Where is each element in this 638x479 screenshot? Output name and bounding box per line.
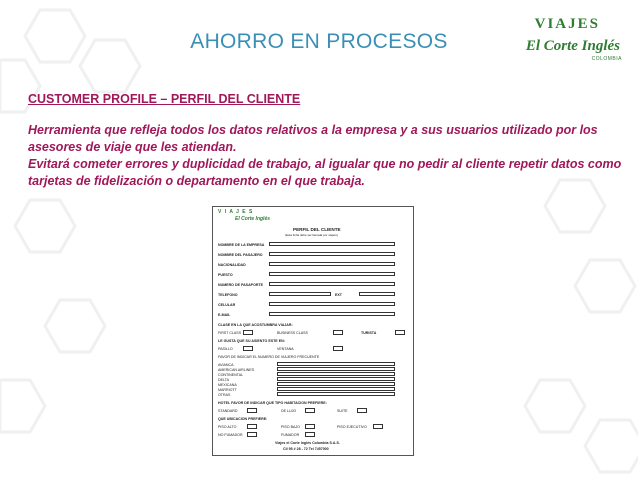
checkbox-pasillo[interactable]	[243, 346, 253, 351]
checkbox-standard[interactable]	[247, 408, 257, 413]
label-pasaporte: NUMERO DE PASAPORTE	[218, 283, 264, 287]
checkbox-de-lujo[interactable]	[305, 408, 315, 413]
slide-title: AHORRO EN PROCESOS	[190, 30, 448, 53]
input-puesto[interactable]	[269, 272, 395, 276]
input-celular[interactable]	[269, 302, 395, 306]
input-airline-3[interactable]	[277, 377, 395, 381]
form-footer-company: Viajes el Corte Inglés Colombia S.A.S.	[275, 441, 340, 445]
input-telefono[interactable]	[269, 292, 331, 296]
option-no-fumador: NO FUMADOR	[218, 433, 243, 437]
label-pasajero: NOMBRE DEL PASAJERO	[218, 253, 263, 257]
input-airline-1[interactable]	[277, 367, 395, 371]
logo-country: COLOMBIA	[591, 56, 622, 62]
checkbox-no-fumador[interactable]	[247, 432, 257, 437]
input-airline-6[interactable]	[277, 392, 395, 396]
form-note: (Esta ficha debe ser llenada por viajero)	[285, 233, 339, 237]
option-de-lujo: DE LUJO	[281, 409, 297, 413]
label-nacionalidad: NACIONALIDAD	[218, 263, 246, 267]
input-airline-5[interactable]	[277, 387, 395, 391]
clase-heading: CLASE EN LA QUE ACOSTUMBRA VIAJAR:	[218, 323, 293, 327]
option-piso-bajo: PISO BAJO	[281, 425, 300, 429]
option-suite: SUITE	[337, 409, 348, 413]
checkbox-piso-ejecutivo[interactable]	[373, 424, 383, 429]
hotel-heading: HOTEL FAVOR DE INDICAR QUE TIPO HABITACION PREFIERE:	[218, 401, 327, 405]
option-first-class: FIRST CLASS	[218, 331, 242, 335]
form-footer-address: Cll 95 # 28 - 72 Tel 7457000	[283, 447, 329, 451]
paragraph-one: Herramienta que refleja todos los datos relativos a la empresa y a sus usuarios utilizado por los asesores de viaje que les atiendan.	[28, 123, 598, 154]
input-pasaporte[interactable]	[269, 282, 395, 286]
checkbox-piso-bajo[interactable]	[305, 424, 315, 429]
airline-1: AMERICAN AIRLINES	[218, 368, 255, 372]
input-email[interactable]	[269, 312, 395, 316]
label-empresa: NOMBRE DE LA EMPRESA	[218, 243, 265, 247]
input-empresa[interactable]	[269, 242, 395, 246]
checkbox-business-class[interactable]	[333, 330, 343, 335]
viajero-heading: FAVOR DE INDICAR EL NUMERO DE VIAJERO FRECUENTE	[218, 355, 320, 359]
airline-6: OTRAS	[218, 393, 231, 397]
airline-3: DELTA	[218, 378, 230, 382]
checkbox-first-class[interactable]	[243, 330, 253, 335]
input-airline-2[interactable]	[277, 372, 395, 376]
slide-subtitle: CUSTOMER PROFILE – PERFIL DEL CLIENTE	[28, 92, 301, 106]
brand-logo	[514, 16, 624, 68]
option-standard: STANDARD	[218, 409, 238, 413]
input-nacionalidad[interactable]	[269, 262, 395, 266]
form-logo-name: El Corte Inglés	[235, 216, 271, 222]
option-turista: TURISTA	[361, 331, 377, 335]
checkbox-piso-alto[interactable]	[247, 424, 257, 429]
logo-name: El Corte Inglés	[525, 38, 620, 54]
label-puesto: PUESTO	[218, 273, 233, 277]
airline-0: AVIANCA	[218, 363, 234, 367]
option-piso-alto: PISO ALTO	[218, 425, 237, 429]
paragraph-two: Evitará cometer errores y duplicidad de trabajo, al igualar que no pedir al cliente repetir datos como tarjetas de fidelización o departamento en el que trabaja.	[28, 157, 622, 188]
checkbox-fumador[interactable]	[305, 432, 315, 437]
label-telefono: TELEFONO	[218, 293, 238, 297]
option-fumador: FUMADOR	[281, 433, 300, 437]
input-airline-0[interactable]	[277, 362, 395, 366]
option-piso-ejecutivo: PISO EJECUTIVO	[337, 425, 367, 429]
option-business-class: BUSINESS CLASS	[277, 331, 308, 335]
option-ventana: VENTANA	[277, 347, 294, 351]
input-pasajero[interactable]	[269, 252, 395, 256]
checkbox-turista[interactable]	[395, 330, 405, 335]
input-airline-4[interactable]	[277, 382, 395, 386]
input-ext[interactable]	[359, 292, 395, 296]
airline-5: MARRIOTT	[218, 388, 237, 392]
airline-2: CONTINENTAL	[218, 373, 244, 377]
customer-profile-form	[212, 206, 414, 456]
option-pasillo: PASILLO	[218, 347, 233, 351]
airline-4: MEXICANA	[218, 383, 237, 387]
form-title: PERFIL DEL CLIENTE	[293, 227, 341, 232]
checkbox-ventana[interactable]	[333, 346, 343, 351]
checkbox-suite[interactable]	[357, 408, 367, 413]
label-celular: CELULAR	[218, 303, 236, 307]
asiento-heading: LE GUSTA QUE SU ASIENTO ESTE EN:	[218, 339, 285, 343]
label-email: E-MAIL	[218, 313, 231, 317]
logo-brand: VIAJES	[534, 16, 600, 32]
form-brand: V I A J E S	[218, 209, 254, 215]
ubicacion-heading: QUE UBICACION PREFIERE:	[218, 417, 268, 421]
label-ext: EXT	[335, 293, 342, 297]
